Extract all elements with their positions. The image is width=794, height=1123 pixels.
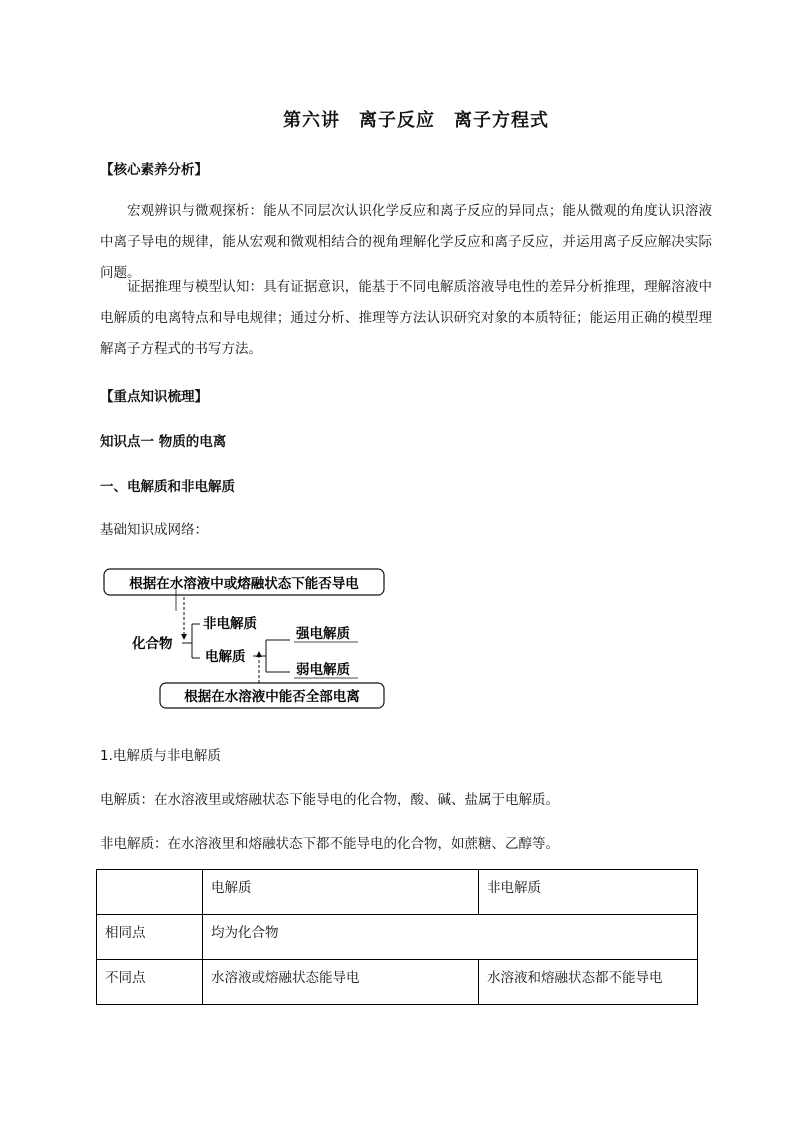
section-heading-knowledge: 【重点知识梳理】	[100, 389, 208, 405]
item1-heading: 1.电解质与非电解质	[100, 748, 221, 764]
table-row-label: 相同点	[97, 915, 203, 960]
table-cell: 均为化合物	[203, 915, 698, 960]
page-title: 第六讲 离子反应 离子方程式	[283, 110, 549, 131]
paragraph-macro-micro: 宏观辨识与微观探析：能从不同层次认识化学反应和离子反应的异同点；能从微观的角度认识溶液中离子导电的规律，能从宏观和微观相结合的视角理解化学反应和离子反应，并运用离子反应解决实际问题。	[100, 203, 712, 281]
table-row	[97, 870, 698, 915]
table-cell: 水溶液或熔融状态能导电	[203, 960, 479, 1005]
branch-nonelectrolyte: 非电解质	[203, 616, 257, 632]
table-row-label: 不同点	[97, 960, 203, 1005]
table-row	[97, 915, 698, 960]
comparison-table	[96, 869, 698, 1005]
definition-electrolyte: 电解质：在水溶液里或熔融状态下能导电的化合物，酸、碱、盐属于电解质。	[100, 792, 559, 808]
table-cell	[97, 870, 203, 915]
network-label: 基础知识成网络：	[100, 522, 208, 538]
paragraph-evidence-model: 证据推理与模型认知：具有证据意识，能基于不同电解质溶液导电性的差异分析推理，理解溶液中电解质的电离特点和导电规律；通过分析、推理等方法认识研究对象的本质特征；能运用正确的模型理解离子方程式的书写方法。	[100, 279, 712, 357]
table-row	[97, 960, 698, 1005]
strong-electrolyte-label: 强电解质	[296, 626, 350, 642]
root-label: 化合物	[132, 636, 173, 652]
top-criterion-text: 根据在水溶液中或熔融状态下能否导电	[129, 576, 359, 592]
knowledge-point-heading: 知识点一 物质的电离	[100, 434, 227, 450]
weak-electrolyte-label: 弱电解质	[296, 662, 350, 678]
table-header-nonelectrolyte: 非电解质	[479, 870, 698, 915]
branch-electrolyte: 电解质	[205, 649, 246, 665]
table-header-electrolyte: 电解质	[203, 870, 479, 915]
subsection-heading: 一、电解质和非电解质	[100, 479, 235, 495]
section-heading-core: 【核心素养分析】	[100, 162, 208, 178]
table-cell: 水溶液和熔融状态都不能导电	[479, 960, 698, 1005]
bottom-criterion-text: 根据在水溶液中能否全部电离	[184, 689, 360, 705]
definition-nonelectrolyte: 非电解质：在水溶液里和熔融状态下都不能导电的化合物，如蔗糖、乙醇等。	[100, 836, 559, 852]
